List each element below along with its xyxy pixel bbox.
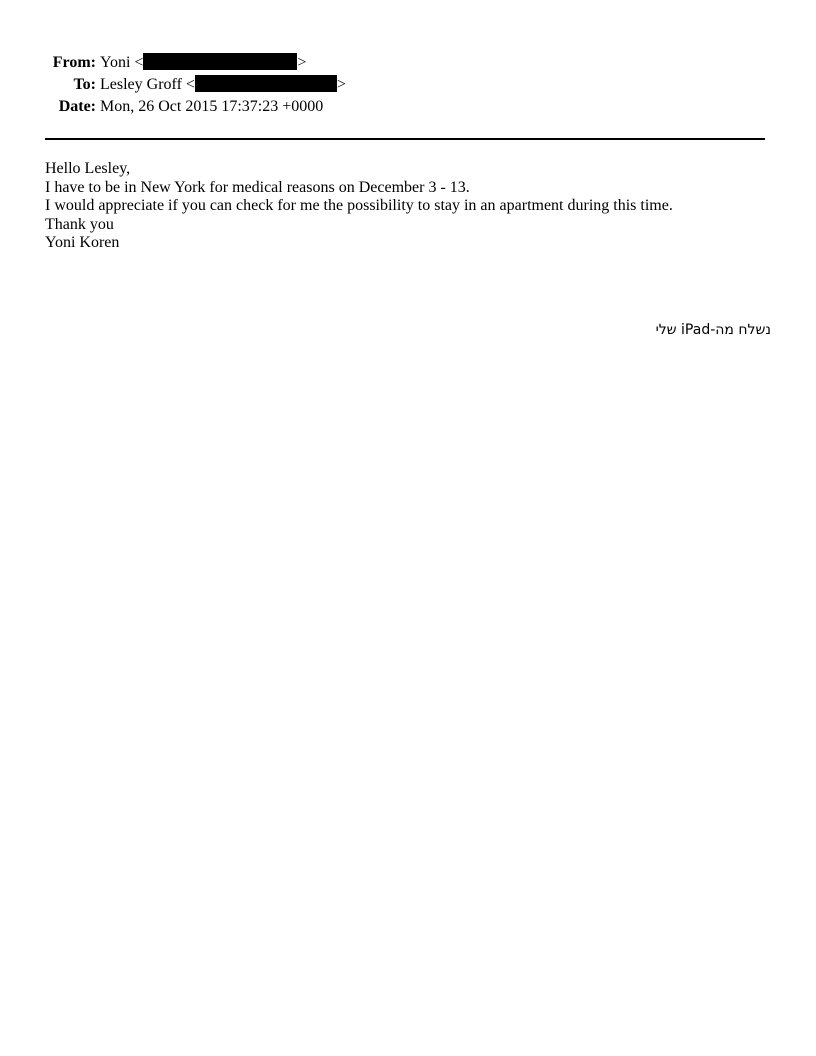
date-label: Date: xyxy=(58,98,96,115)
sent-from-ipad-signature: נשלח מה-iPad שלי xyxy=(655,322,771,338)
redacted-email-block xyxy=(195,75,337,92)
closing-line: Thank you xyxy=(45,215,114,233)
date-value: Mon, 26 Oct 2015 17:37:23 +0000 xyxy=(100,98,324,115)
redacted-email-block xyxy=(143,53,297,70)
header-divider xyxy=(45,138,765,140)
body-line: I would appreciate if you can check for me the possibility to stay in an apartment during this time. xyxy=(45,197,673,214)
email-header xyxy=(40,52,346,118)
body-line: I have to be in New York for medical reasons on December 3 - 13. xyxy=(45,178,470,196)
from-label: From: xyxy=(52,54,96,71)
from-close-bracket: > xyxy=(297,54,307,71)
from-row xyxy=(40,52,346,74)
to-row xyxy=(40,74,346,96)
to-label: To: xyxy=(73,76,96,93)
greeting-line: Hello Lesley, xyxy=(45,160,131,177)
to-close-bracket: > xyxy=(336,76,346,93)
date-row xyxy=(40,96,346,118)
email-body xyxy=(45,160,673,253)
from-name: Yoni < xyxy=(100,54,144,71)
to-name: Lesley Groff < xyxy=(100,76,195,93)
sender-name-line: Yoni Koren xyxy=(45,234,120,251)
